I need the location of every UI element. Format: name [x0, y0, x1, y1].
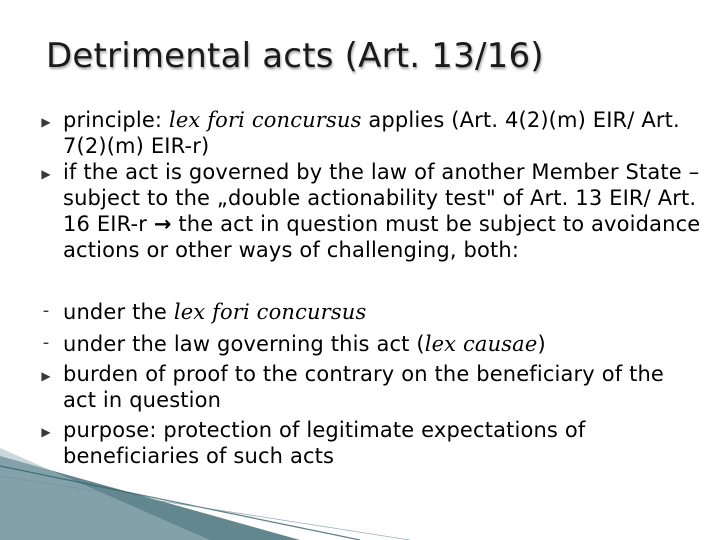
bullet-text-italic: lex causae: [424, 332, 538, 356]
bullet-text-part: under the: [63, 300, 174, 324]
bullet-text-italic: lex fori concursus: [173, 300, 367, 324]
bullet-text-part: principle:: [63, 108, 169, 132]
bullet-text: [63, 331, 703, 357]
bullet-text-part: under the law governing this act (: [63, 332, 425, 356]
wave-shape-light: [0, 448, 210, 540]
bullet-text-part: ): [537, 332, 546, 356]
dash-bullet-icon: -: [42, 300, 50, 321]
dash-bullet-icon: -: [42, 332, 50, 353]
bullet-text-part: the act in question must be subject to avoidance actions or other ways of challenging, both:: [63, 212, 701, 262]
arrow-bullet-icon: ▶: [41, 167, 51, 181]
arrow-bullet-icon: ▶: [41, 115, 51, 129]
bullet-text: [63, 107, 703, 159]
bullet-text-part: applies (Art. 4(2)(m) EIR/ Art. 7(2)(m) EIR-r): [63, 108, 680, 158]
bullet-text: [63, 299, 703, 325]
right-arrow-icon: →: [153, 212, 172, 236]
arrow-bullet-icon: ▶: [41, 369, 51, 383]
bullet-text-part: if the act is governed by the law of another Member State – subject to the „double actionability test" of Art. 13 EIR/ Art. 16 EIR-r: [63, 160, 700, 236]
decorative-wave: [0, 440, 720, 540]
bullet-text-part: purpose: protection of legitimate expectations of beneficiaries of such acts: [63, 418, 586, 468]
bullet-text-part: burden of proof to the contrary on the beneficiary of the act in question: [63, 362, 664, 412]
slide-title: Detrimental acts (Art. 13/16): [46, 36, 544, 76]
arrow-bullet-icon: ▶: [41, 425, 51, 439]
bullet-text-italic: lex fori concursus: [168, 108, 362, 132]
bullet-text: [63, 159, 703, 263]
bullet-text: [63, 361, 703, 413]
